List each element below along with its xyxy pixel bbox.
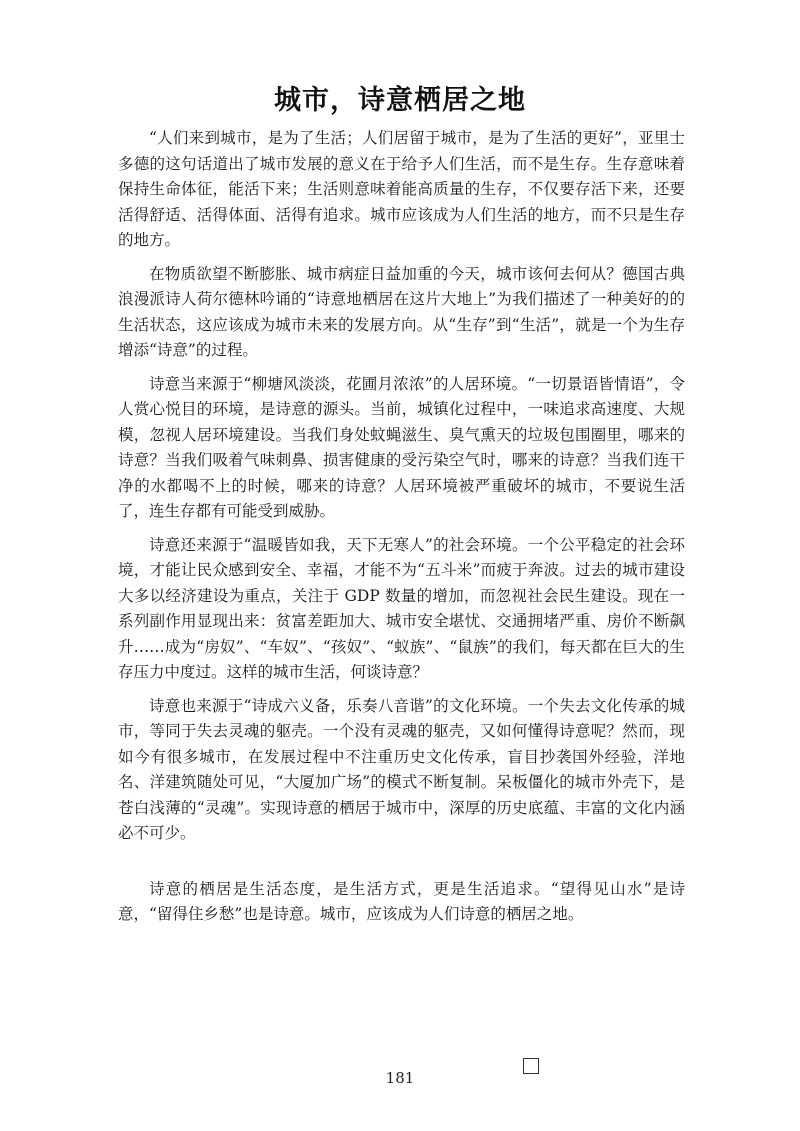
- closing-paragraph: 诗意的栖居是生活态度，是生活方式，更是生活追求。“望得见山水”是诗意，“留得住乡愁”也是诗意。城市，应该成为人们诗意的栖居之地。: [118, 879, 685, 923]
- paragraph: “人们来到城市，是为了生活；人们居留于城市，是为了生活的更好”，亚里士多德的这句话道出了城市发展的意义在于给予人们生活，而不是生存。生存意味着保持生命体征，能活下来；生活则意味着能高质量的生存，不仅要存活下来，还要活得舒适、活得体面、活得有追求。城市应该成为人们生活的地方，而不只是生存的地方。: [118, 129, 685, 249]
- paragraph: 在物质欲望不断膨胀、城市病症日益加重的今天，城市该何去何从？德国古典浪漫派诗人荷尔德林吟诵的“诗意地栖居在这片大地上”为我们描述了一种美好的的生活状态，这应该成为城市未来的发展方向。从“生存”到“生活”，就是一个为生存增添“诗意”的过程。: [118, 264, 685, 359]
- article-body: [118, 126, 685, 936]
- checkbox-square-icon: [523, 1058, 539, 1074]
- page-number: 181: [385, 1069, 415, 1087]
- paragraph: 诗意还来源于“温暖皆如我，天下无寒人”的社会环境。一个公平稳定的社会环境，才能让民众感到安全、幸福，才能不为“五斗米”而疲于奔波。过去的城市建设大多以经济建设为重点，关注于 GDP 数量的增加，而忽视社会民生建设。现在一系列副作用显现出来：贫富差距加大、城市安全堪忧、交通拥堵严重、房价不断飙升……成为“房奴”、“车奴”、“孩奴”、“蚁族”、“鼠族”的我们，每天都在巨大的生存压力中度过。这样的城市生活，何谈诗意？: [118, 535, 685, 681]
- paragraph: 诗意当来源于“柳塘风淡淡，花圃月浓浓”的人居环境。“一切景语皆情语”，令人赏心悦目的环境，是诗意的源头。当前，城镇化过程中，一味追求高速度、大规模，忽视人居环境建设。当我们身处蚊蝇滋生、臭气熏天的垃圾包围圈里，哪来的诗意？当我们吸着气味刺鼻、损害健康的受污染空气时，哪来的诗意？当我们连干净的水都喝不上的时候，哪来的诗意？人居环境被严重破坏的城市，不要说生活了，连生存都有可能受到威胁。: [118, 374, 685, 520]
- paragraph: 诗意也来源于“诗成六义备，乐奏八音谐”的文化环境。一个失去文化传承的城市，等同于失去灵魂的躯壳。一个没有灵魂的躯壳，又如何懂得诗意呢？然而，现如今有很多城市，在发展过程中不注重历史文化传承，盲目抄袭国外经验，洋地名、洋建筑随处可见，“大厦加广场”的模式不断复制。呆板僵化的城市外壳下，是苍白浅薄的“灵魂”。实现诗意的栖居于城市中，深厚的历史底蕴、丰富的文化内涵必不可少。: [118, 696, 685, 842]
- page-title: 城市，诗意栖居之地: [274, 85, 526, 116]
